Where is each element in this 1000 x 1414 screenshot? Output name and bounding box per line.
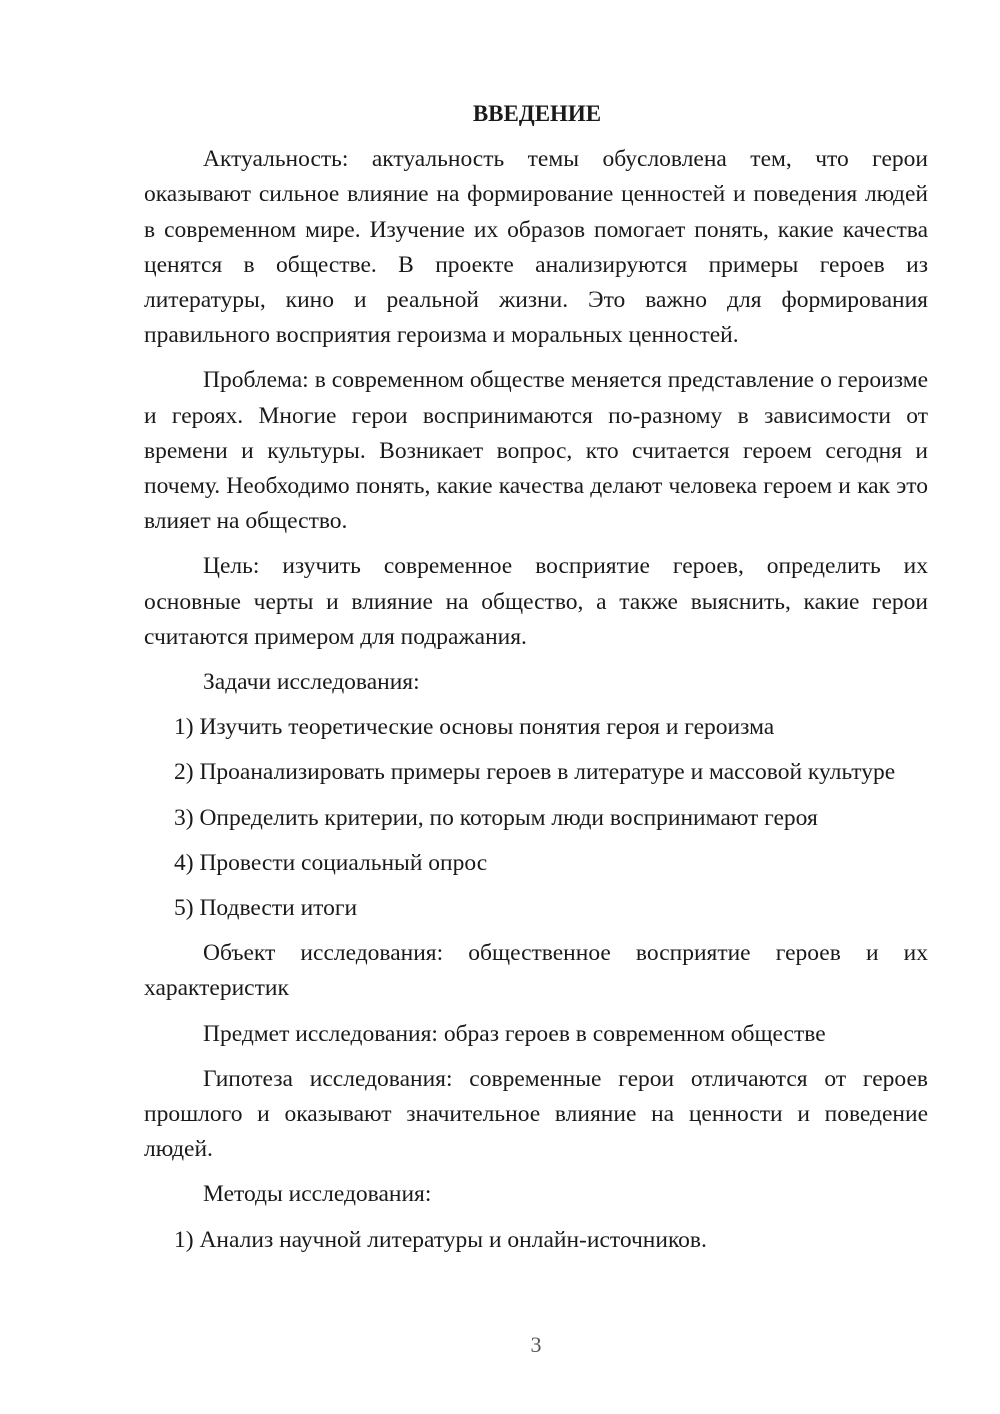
problem-paragraph: Проблема: в современном обществе меняется представление о героизме и героях. Многие герои воспринимаются по-разному в зависимости от времени и культуры. Возникает вопрос, кто считается героем сегодня и почему. Необходимо понять, какие качества делают человека героем и как это влияет на общество. <box>144 367 928 535</box>
relevance-paragraph: Актуальность: актуальность темы обусловлена тем, что герои оказывают сильное влияние на формирование ценностей и поведения людей в современном мире. Изучение их образов помогает понять, какие качества ценятся в обществе. В проекте анализируются примеры героев из литературы, кино и реальной жизни. Это важно для формирования правильного восприятия героизма и моральных ценностей. <box>144 146 928 349</box>
page-number: 3 <box>530 1332 542 1357</box>
task-item: 3) Определить критерии, по которым люди воспринимают героя <box>174 804 818 831</box>
subject-paragraph: Предмет исследования: образ героев в современном обществе <box>203 1020 826 1047</box>
hypothesis-paragraph: Гипотеза исследования: современные герои отличаются от героев прошлого и оказывают значительное влияние на ценности и поведение людей. <box>144 1065 928 1163</box>
task-item: 4) Провести социальный опрос <box>174 849 488 876</box>
task-item: 1) Изучить теоретические основы понятия героя и героизма <box>174 714 775 741</box>
section-title: ВВЕДЕНИЕ <box>472 101 602 126</box>
object-paragraph: Объект исследования: общественное восприятие героев и их характеристик <box>144 940 928 1002</box>
method-item: 1) Анализ научной литературы и онлайн-источников. <box>174 1226 707 1253</box>
goal-paragraph: Цель: изучить современное восприятие героев, определить их основные черты и влияние на общество, а также выяснить, какие герои считаются примером для подражания. <box>144 553 928 650</box>
document-body <box>144 96 928 1268</box>
task-item: 5) Подвести итоги <box>174 895 358 922</box>
methods-heading: Методы исследования: <box>203 1181 432 1208</box>
task-item: 2) Проанализировать примеры героев в литературе и массовой культуре <box>174 759 896 786</box>
tasks-heading: Задачи исследования: <box>203 669 420 696</box>
